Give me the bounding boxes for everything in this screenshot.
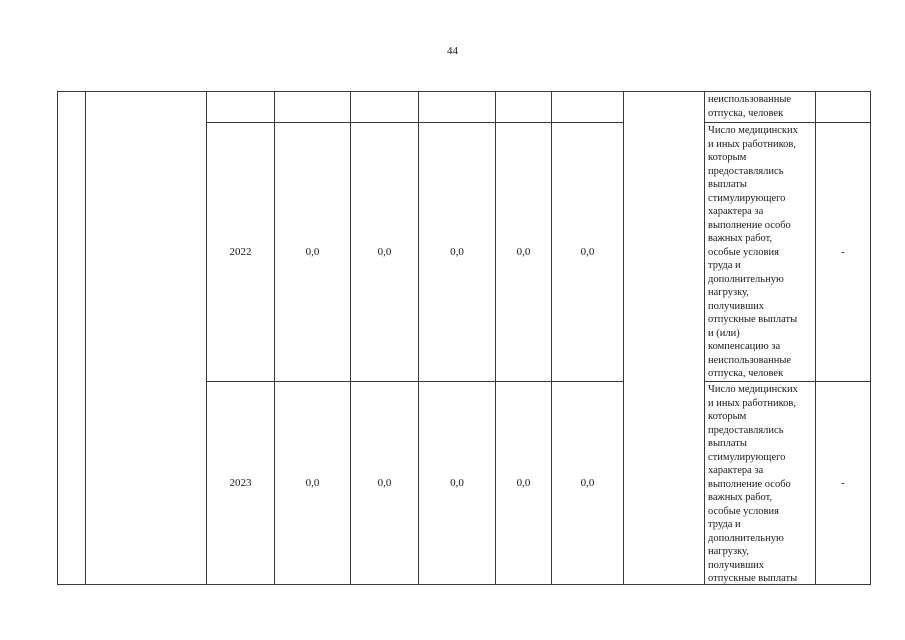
description-cell: Число медицинских и иных работников, которым предоставлялись выплаты стимулирующего характера за выполнение особо важных работ, особые условия труда и дополнительную нагрузку, получивших отпускные выплаты (708, 384, 798, 584)
value-cell: 0,0 (305, 245, 320, 258)
status-cell: - (841, 476, 845, 489)
table-top-border (57, 91, 871, 92)
page-number: 44 (447, 45, 458, 57)
year-cell: 2023 (229, 476, 252, 489)
value-cell: 0,0 (580, 476, 595, 489)
value-cell: 0,0 (450, 245, 464, 258)
status-cell: - (841, 245, 845, 258)
value-cell: 0,0 (580, 245, 595, 258)
col-line (57, 91, 58, 585)
data-table (57, 91, 871, 585)
col-line (623, 91, 624, 585)
value-cell: 0,0 (305, 476, 320, 489)
description-cell: Число медицинских и иных работников, которым предоставлялись выплаты стимулирующего характера за выполнение особо важных работ, особые условия труда и дополнительную нагрузку, получивших отпускные выплаты и (или) компенсацию за неиспользованные отпуска, человек (708, 125, 798, 379)
status-cell (816, 92, 870, 122)
table-bottom-border (57, 584, 871, 585)
value-cell: 0,0 (516, 476, 531, 489)
description-cell: неиспользованные отпуска, человек (708, 94, 792, 119)
col-line (704, 91, 705, 585)
value-cell: 0,0 (516, 245, 531, 258)
value-cell: 0,0 (377, 476, 392, 489)
col-line (85, 91, 86, 585)
value-cell: 0,0 (450, 476, 464, 489)
year-cell: 2022 (229, 245, 252, 258)
value-cell: 0,0 (377, 245, 392, 258)
col-line (870, 91, 871, 585)
